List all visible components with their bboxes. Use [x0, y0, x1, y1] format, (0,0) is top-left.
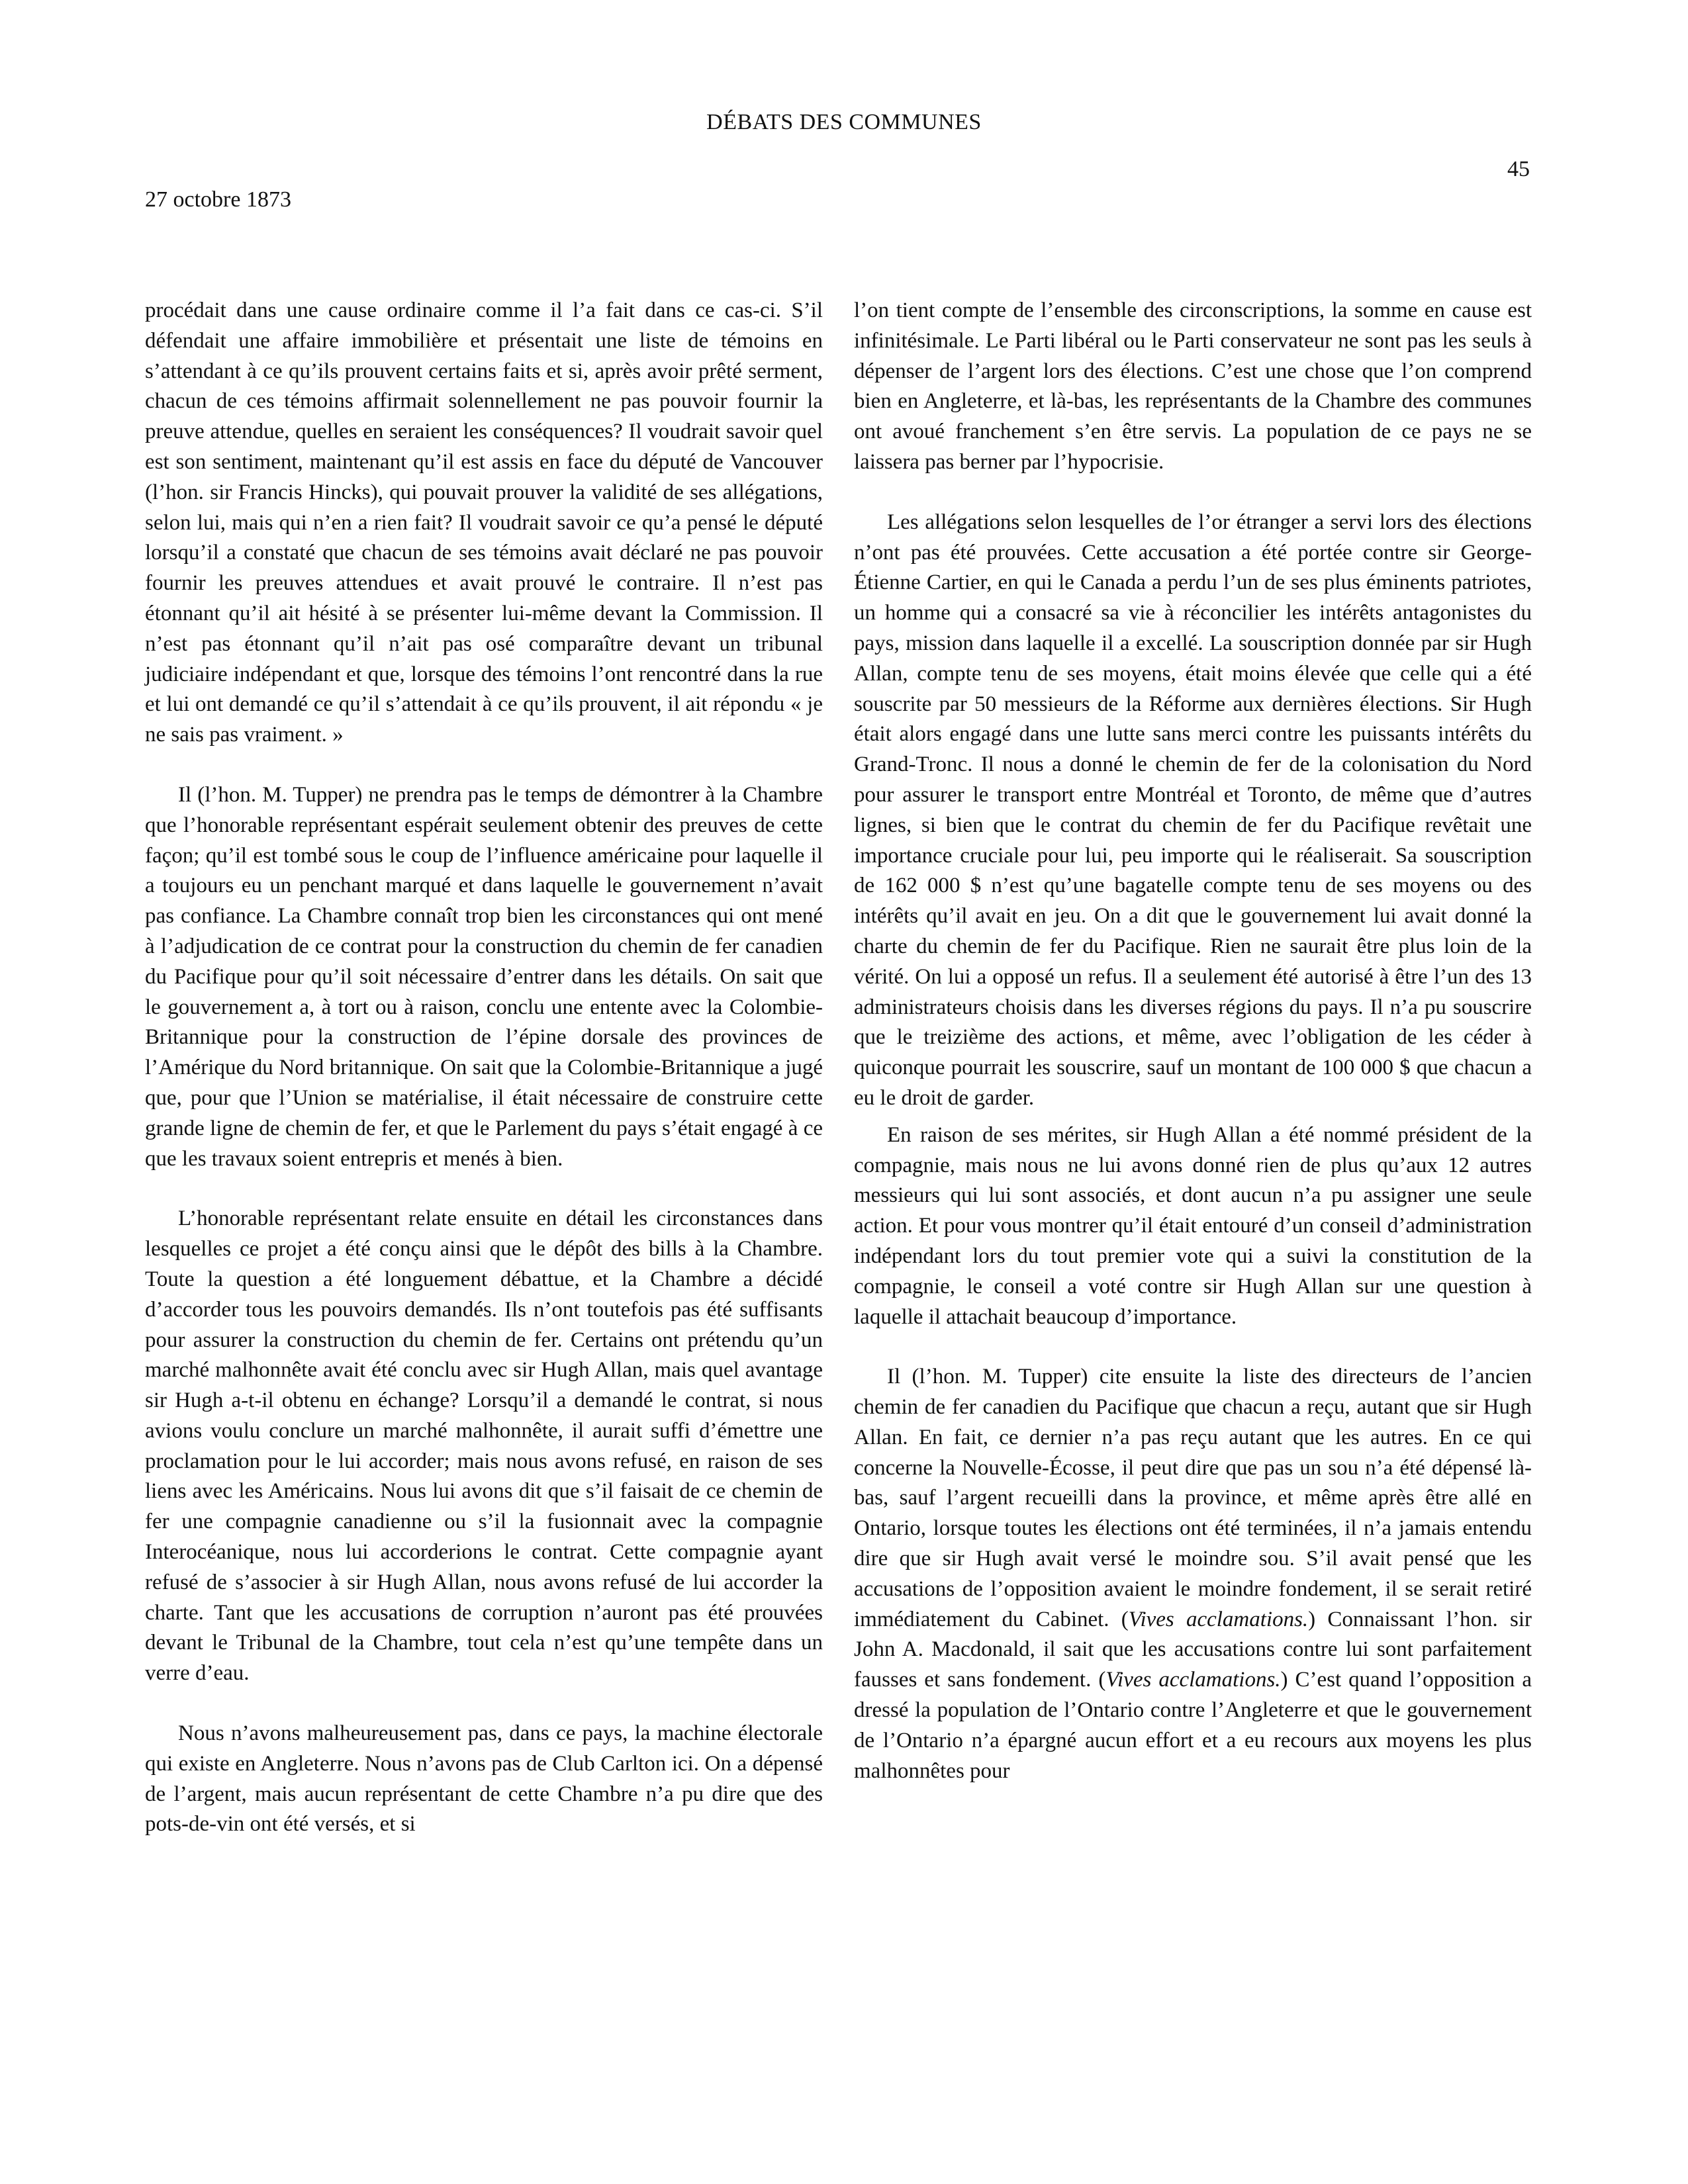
session-date: 27 octobre 1873: [145, 187, 291, 212]
text-run: ) Connaissant l’hon. sir John A. Macdonald, il sait que les accusations contre lui sont parfaitement fausses et sans fondement. (: [854, 1607, 1532, 1692]
text-run: ) C’est quand l’opposition a dressé la population de l’Ontario contre l’Angleterre et que le gouvernement de l’Ontario n’a épargné aucun effort et a eu recours aux moyens les plus malhonnêtes pour: [854, 1668, 1532, 1783]
paragraph: En raison de ses mérites, sir Hugh Allan a été nommé président de la compagnie, mais nous ne lui avons donné rien de plus qu’aux 12 autres messieurs qui lui sont associés, et dont aucun n’a pu assigner une seule action. Et pour vous montrer qu’il était entouré d’un conseil d’administration indépendant lors du tout premier vote qui a suivi la constitution de la compagnie, le conseil a voté contre sir Hugh Allan sur une question à laquelle il attachait beaucoup d’importance.: [854, 1122, 1532, 1329]
right-column: [854, 296, 1532, 1786]
paragraph: procédait dans une cause ordinaire comme il l’a fait dans ce cas-ci. S’il défendait une affaire immobilière et présentait une liste de témoins en s’attendant à ce qu’ils prouvent certains faits et si, après avoir prêté serment, chacun de ces témoins affirmait solennellement ne pas pouvoir fournir la preuve attendue, quelles en seraient les conséquences? Il voudrait savoir quel est son sentiment, maintenant qu’il est assis en face du député de Vancouver (l’hon. sir Francis Hincks), qui pouvait prouver la validité de ses allégations, selon lui, mais qui n’en a rien fait? Il voudrait savoir ce qu’a pensé le député lorsqu’il a constaté que chacun de ses témoins avait déclaré ne pas pouvoir fournir les preuves attendues et avait prouvé le contraire. Il n’est pas étonnant qu’il ait hésité à se présenter lui-même devant la Commission. Il n’est pas étonnant qu’il n’ait pas osé comparaître devant un tribunal judiciaire indépendant et que, lorsque des témoins l’ont rencontré dans la rue et lui ont demandé ce qu’il s’attendait à ce qu’ils prouvent, il ait répondu « je ne sais pas vraiment. »: [145, 298, 823, 747]
paragraph: L’honorable représentant relate ensuite en détail les circonstances dans lesquelles ce projet a été conçu ainsi que le dépôt des bills à la Chambre. Toute la question a été longuement débattue, et la Chambre a décidé d’accorder tous les pouvoirs demandés. Ils n’ont toutefois pas été suffisants pour assurer la construction du chemin de fer. Certains ont prétendu qu’un marché malhonnête avait été conclu avec sir Hugh Allan, mais quel avantage sir Hugh a-t-il obtenu en échange? Lorsqu’il a demandé le contrat, si nous avions voulu conclure un marché malhonnête, il aurait suffi d’émettre une proclamation pour le lui accorder; mais nous avons refusé, en raison de ses liens avec les Américains. Nous lui avons dit que s’il faisait de ce chemin de fer une compagnie canadienne ou s’il la fusionnait avec la compagnie Interocéanique, nous lui accorderions le contrat. Cette compagnie ayant refusé de s’associer à sir Hugh Allan, nous avons refusé de lui accorder la charte. Tant que les accusations de corruption n’auront pas été prouvées devant le Tribunal de la Chambre, tout cela n’est qu’une tempête dans un verre d’eau.: [145, 1206, 823, 1686]
interjection: Vives acclamations.: [1105, 1668, 1281, 1692]
left-column: [145, 296, 823, 1840]
text-run: Il (l’hon. M. Tupper) cite ensuite la liste des directeurs de l’ancien chemin de fer canadien du Pacifique que chacun a reçu, autant que sir Hugh Allan. En fait, ce dernier n’a pas reçu autant que les autres. En ce qui concerne la Nouvelle-Écosse, il peut dire que pas un sou n’a été dépensé là-bas, sauf l’argent recueilli dans la province, et même après être allé en Ontario, lorsque toutes les élections ont été terminées, il n’a jamais entendu dire que sir Hugh avait versé le moindre sou. S’il avait pensé que les accusations de l’opposition avaient le moindre fondement, il se serait retiré immédiatement du Cabinet. (: [854, 1365, 1532, 1631]
interjection: Vives acclamations.: [1128, 1607, 1309, 1631]
running-title: DÉBATS DES COMMUNES: [706, 110, 982, 134]
paragraph: Nous n’avons malheureusement pas, dans ce pays, la machine électorale qui existe en Angleterre. Nous n’avons pas de Club Carlton ici. On a dépensé de l’argent, mais aucun représentant de cette Chambre n’a pu dire que des pots-de-vin ont été versés, et si: [145, 1721, 823, 1837]
paragraph: Les allégations selon lesquelles de l’or étranger a servi lors des élections n’ont pas été prouvées. Cette accusation a été portée contre sir George-Étienne Cartier, en qui le Canada a perdu l’un de ses plus éminents patriotes, un homme qui a consacré sa vie à réconcilier les intérêts antagonistes du pays, mission dans laquelle il a excellé. La souscription donnée par sir Hugh Allan, compte tenu de ses moyens, était moins élevée que celle qui a été souscrite par 50 messieurs de la Réforme aux dernières élections. Sir Hugh était alors engagé dans une lutte sans merci contre les puissants intérêts du Grand-Tronc. Il nous a donné le chemin de fer de la colonisation du Nord pour assurer le transport entre Montréal et Toronto, de même que d’autres lignes, si bien que le contrat du chemin de fer du Pacifique revêtait une importance cruciale pour lui, peu importe qui le réaliserait. Sa souscription de 162 000 $ n’est qu’une bagatelle compte tenu de ses moyens ou des intérêts qu’il avait en jeu. On a dit que le gouvernement lui avait donné la charte du chemin de fer du Pacifique. Rien ne saurait être plus loin de la vérité. On lui a opposé un refus. Il a seulement été autorisé à être l’un des 13 administrateurs choisis dans les diverses régions du pays. Il n’a pu souscrire que le treizième des actions, et même, avec l’obligation de les céder à quiconque pourrait les souscrire, sauf un montant de 100 000 $ que chacun a eu le droit de garder.: [854, 510, 1532, 1110]
paragraph-with-interjections: [854, 1362, 1532, 1786]
paragraph: l’on tient compte de l’ensemble des circonscriptions, la somme en cause est infinitésimale. Le Parti libéral ou le Parti conservateur ne sont pas les seuls à dépenser de l’argent lors des élections. C’est une chose que l’on comprend bien en Angleterre, et là-bas, les représentants de la Chambre des communes ont avoué franchement s’en être servis. La population de ce pays ne se laissera pas berner par l’hypocrisie.: [854, 298, 1532, 474]
page-number: 45: [1507, 157, 1530, 181]
paragraph: Il (l’hon. M. Tupper) ne prendra pas le temps de démontrer à la Chambre que l’honorable représentant espérait seulement obtenir des preuves de cette façon; qu’il est tombé sous le coup de l’influence américaine pour laquelle il a toujours eu un penchant marqué et dans laquelle le gouvernement n’avait pas confiance. La Chambre connaît trop bien les circonstances qui ont mené à l’adjudication de ce contrat pour la construction du chemin de fer canadien du Pacifique pour qu’il soit nécessaire d’entrer dans les détails. On sait que le gouvernement a, à tort ou à raison, conclu une entente avec la Colombie-Britannique pour la construction de l’épine dorsale des provinces de l’Amérique du Nord britannique. On sait que la Colombie-Britannique a jugé que, pour que l’Union se matérialise, il était nécessaire de construire cette grande ligne de chemin de fer, et que le Parlement du pays s’était engagé à ce que les travaux soient entrepris et menés à bien.: [145, 782, 823, 1171]
